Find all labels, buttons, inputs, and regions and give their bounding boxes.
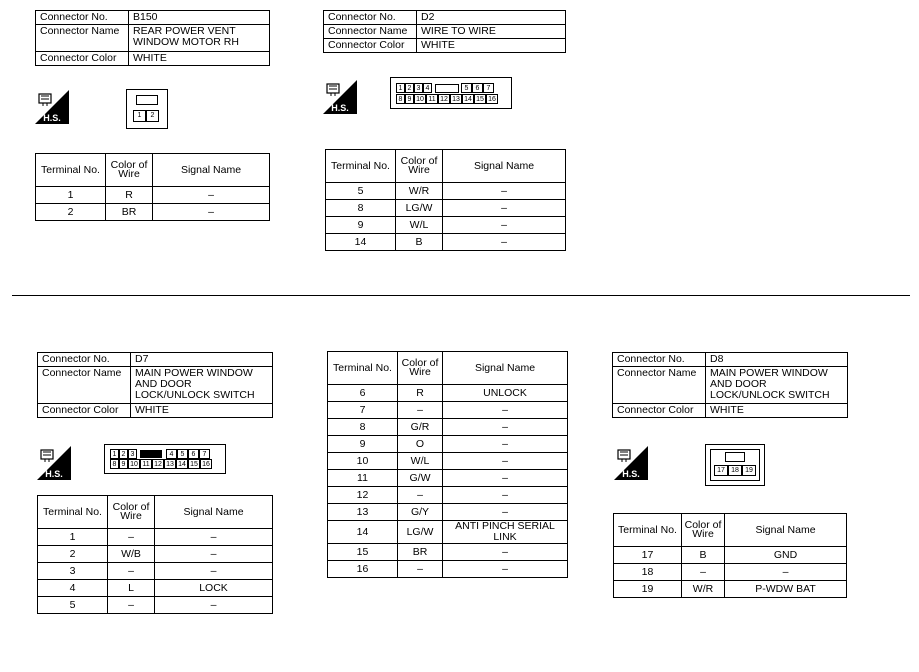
wire-color: – xyxy=(108,529,155,546)
table-row xyxy=(328,385,568,402)
terminal-no: 9 xyxy=(326,217,396,234)
connector-name-value: MAIN POWER WINDOW AND DOOR LOCK/UNLOCK SWITCH xyxy=(131,367,273,404)
signal-name: – xyxy=(443,419,568,436)
pin-label: 3 xyxy=(414,83,423,93)
table-row xyxy=(328,453,568,470)
pin-label: 8 xyxy=(396,94,405,104)
signal-name-header: Signal Name xyxy=(155,496,273,529)
wire-color: LG/W xyxy=(398,521,443,544)
wire-color: – xyxy=(398,402,443,419)
table-row xyxy=(328,436,568,453)
wire-color: BR xyxy=(106,204,153,221)
pin-label: 9 xyxy=(405,94,414,104)
pin-label: 8 xyxy=(110,459,119,469)
table-row xyxy=(328,521,568,544)
terminal-no: 2 xyxy=(38,546,108,563)
table-row xyxy=(614,547,847,564)
pin-label: 16 xyxy=(200,459,212,469)
pin-label: 1 xyxy=(396,83,405,93)
table-row xyxy=(326,234,566,251)
hs-label: H.S. xyxy=(43,113,61,123)
wire-color: BR xyxy=(398,544,443,561)
connector-no-label: Connector No. xyxy=(324,11,417,25)
table-row xyxy=(36,204,270,221)
pin-label: 2 xyxy=(119,449,128,459)
terminal-no: 6 xyxy=(328,385,398,402)
table-row xyxy=(38,546,273,563)
pin-label: 5 xyxy=(461,83,472,93)
wire-color: G/R xyxy=(398,419,443,436)
signal-name: ANTI PINCH SERIAL LINK xyxy=(443,521,568,544)
connector-color-label: Connector Color xyxy=(36,52,129,66)
pin-label: 3 xyxy=(128,449,137,459)
wire-color: W/B xyxy=(108,546,155,563)
pin-label: 13 xyxy=(450,94,462,104)
terminal-no: 8 xyxy=(326,200,396,217)
terminal-no: 7 xyxy=(328,402,398,419)
signal-name: – xyxy=(443,234,566,251)
wire-color: – xyxy=(398,561,443,578)
terminal-no: 15 xyxy=(328,544,398,561)
pin-label: 10 xyxy=(414,94,426,104)
harness-side-icon xyxy=(323,80,357,114)
signal-name: – xyxy=(443,453,568,470)
terminal-no-header: Terminal No. xyxy=(326,150,396,183)
signal-name: – xyxy=(155,597,273,614)
terminal-table-d7 xyxy=(37,495,273,614)
connector-color-value: WHITE xyxy=(129,52,270,66)
connector-color-label: Connector Color xyxy=(38,404,131,418)
hs-label: H.S. xyxy=(331,103,349,113)
terminal-no-header: Terminal No. xyxy=(328,352,398,385)
connector-face-d7 xyxy=(104,444,226,474)
terminal-no: 4 xyxy=(38,580,108,597)
wire-color: – xyxy=(398,487,443,504)
signal-name-header: Signal Name xyxy=(443,150,566,183)
connector-name-value: MAIN POWER WINDOW AND DOOR LOCK/UNLOCK SWITCH xyxy=(706,367,848,404)
table-row xyxy=(38,597,273,614)
pin-label: 14 xyxy=(176,459,188,469)
table-row xyxy=(326,183,566,200)
pin-label: 4 xyxy=(423,83,432,93)
hs-label: H.S. xyxy=(622,469,640,479)
wire-color: LG/W xyxy=(396,200,443,217)
wire-color: R xyxy=(106,187,153,204)
terminal-no: 8 xyxy=(328,419,398,436)
wire-color: G/Y xyxy=(398,504,443,521)
harness-side-icon xyxy=(37,446,71,480)
signal-name: – xyxy=(443,504,568,521)
terminal-no: 12 xyxy=(328,487,398,504)
pin-label: 6 xyxy=(472,83,483,93)
connector-name-label: Connector Name xyxy=(613,367,706,404)
wire-color: W/L xyxy=(398,453,443,470)
table-row xyxy=(328,487,568,504)
connector-color-label: Connector Color xyxy=(613,404,706,418)
hs-label: H.S. xyxy=(45,469,63,479)
connector-color-value: WHITE xyxy=(131,404,273,418)
table-row xyxy=(38,580,273,597)
wire-color-header: Color of Wire xyxy=(108,496,155,529)
terminal-no: 18 xyxy=(614,564,682,581)
signal-name: – xyxy=(443,544,568,561)
pin-label: 1 xyxy=(133,110,146,122)
signal-name: – xyxy=(443,183,566,200)
terminal-no-header: Terminal No. xyxy=(36,154,106,187)
terminal-no: 9 xyxy=(328,436,398,453)
pin-label: 9 xyxy=(119,459,128,469)
wire-color: W/R xyxy=(682,581,725,598)
wire-color: – xyxy=(682,564,725,581)
pin-label: 16 xyxy=(486,94,498,104)
terminal-no: 13 xyxy=(328,504,398,521)
wire-color: W/L xyxy=(396,217,443,234)
pin-label: 10 xyxy=(128,459,140,469)
terminal-no: 17 xyxy=(614,547,682,564)
connector-info-d8 xyxy=(612,352,848,418)
signal-name-header: Signal Name xyxy=(725,514,847,547)
signal-name: UNLOCK xyxy=(443,385,568,402)
table-row xyxy=(614,581,847,598)
pin-label: 12 xyxy=(152,459,164,469)
terminal-no: 5 xyxy=(326,183,396,200)
connector-face-d8 xyxy=(705,444,765,486)
signal-name: – xyxy=(155,546,273,563)
signal-name-header: Signal Name xyxy=(443,352,568,385)
signal-name: – xyxy=(443,217,566,234)
table-row xyxy=(326,200,566,217)
wire-color: L xyxy=(108,580,155,597)
wire-color-header: Color of Wire xyxy=(682,514,725,547)
table-row xyxy=(326,217,566,234)
pin-label: 7 xyxy=(199,449,210,459)
connector-no-value: B150 xyxy=(129,11,270,25)
terminal-no: 1 xyxy=(38,529,108,546)
pin-label: 13 xyxy=(164,459,176,469)
table-row xyxy=(38,529,273,546)
terminal-no: 3 xyxy=(38,563,108,580)
harness-side-icon xyxy=(614,446,648,480)
table-row xyxy=(328,561,568,578)
table-row xyxy=(328,419,568,436)
wire-color: B xyxy=(682,547,725,564)
signal-name: P-WDW BAT xyxy=(725,581,847,598)
terminal-no: 14 xyxy=(328,521,398,544)
pin-label: 11 xyxy=(140,459,152,469)
terminal-table-d8 xyxy=(613,513,847,598)
pin-label: 7 xyxy=(483,83,494,93)
key-slot xyxy=(140,450,162,458)
terminal-no: 1 xyxy=(36,187,106,204)
pin-label: 5 xyxy=(177,449,188,459)
connector-no-value: D2 xyxy=(417,11,566,25)
signal-name: – xyxy=(443,487,568,504)
terminal-no: 19 xyxy=(614,581,682,598)
wire-color: B xyxy=(396,234,443,251)
pin-label: 4 xyxy=(166,449,177,459)
table-row xyxy=(328,470,568,487)
wire-color-header: Color of Wire xyxy=(396,150,443,183)
connector-name-value: REAR POWER VENT WINDOW MOTOR RH xyxy=(129,25,270,52)
terminal-no: 2 xyxy=(36,204,106,221)
pin-label: 11 xyxy=(426,94,438,104)
terminal-table-d7-continued xyxy=(327,351,568,578)
wire-color-header: Color of Wire xyxy=(106,154,153,187)
table-row xyxy=(328,402,568,419)
terminal-no: 14 xyxy=(326,234,396,251)
connector-name-value: WIRE TO WIRE xyxy=(417,25,566,39)
signal-name: – xyxy=(155,529,273,546)
terminal-no-header: Terminal No. xyxy=(614,514,682,547)
connector-no-label: Connector No. xyxy=(613,353,706,367)
wire-color: R xyxy=(398,385,443,402)
signal-name: – xyxy=(153,187,270,204)
connector-color-value: WHITE xyxy=(417,39,566,53)
connector-no-value: D7 xyxy=(131,353,273,367)
terminal-no: 5 xyxy=(38,597,108,614)
connector-face-d2 xyxy=(390,77,512,109)
table-row xyxy=(614,564,847,581)
pin-label: 18 xyxy=(728,465,742,476)
pin-label: 1 xyxy=(110,449,119,459)
connector-face-b150 xyxy=(126,89,168,129)
signal-name: – xyxy=(155,563,273,580)
signal-name: – xyxy=(725,564,847,581)
wire-color: – xyxy=(108,597,155,614)
pin-label: 2 xyxy=(146,110,159,122)
wire-color: – xyxy=(108,563,155,580)
connector-name-label: Connector Name xyxy=(38,367,131,404)
pin-label: 6 xyxy=(188,449,199,459)
connector-info-d7 xyxy=(37,352,273,418)
wire-color-header: Color of Wire xyxy=(398,352,443,385)
terminal-no: 16 xyxy=(328,561,398,578)
table-row xyxy=(328,504,568,521)
table-row xyxy=(38,563,273,580)
terminal-table-b150 xyxy=(35,153,270,221)
signal-name: – xyxy=(443,470,568,487)
signal-name: – xyxy=(443,200,566,217)
pin-label: 15 xyxy=(474,94,486,104)
signal-name: – xyxy=(153,204,270,221)
pin-label: 2 xyxy=(405,83,414,93)
section-divider xyxy=(12,295,910,296)
signal-name: GND xyxy=(725,547,847,564)
pin-label: 14 xyxy=(462,94,474,104)
connector-no-label: Connector No. xyxy=(38,353,131,367)
wire-color: G/W xyxy=(398,470,443,487)
pin-label: 17 xyxy=(714,465,728,476)
signal-name: – xyxy=(443,436,568,453)
connector-no-value: D8 xyxy=(706,353,848,367)
connector-info-d2 xyxy=(323,10,566,53)
harness-side-icon xyxy=(35,90,69,124)
terminal-no: 11 xyxy=(328,470,398,487)
wire-color: O xyxy=(398,436,443,453)
signal-name: – xyxy=(443,561,568,578)
connector-color-label: Connector Color xyxy=(324,39,417,53)
table-row xyxy=(328,544,568,561)
connector-no-label: Connector No. xyxy=(36,11,129,25)
connector-color-value: WHITE xyxy=(706,404,848,418)
table-row xyxy=(36,187,270,204)
pin-label: 15 xyxy=(188,459,200,469)
wire-color: W/R xyxy=(396,183,443,200)
signal-name-header: Signal Name xyxy=(153,154,270,187)
pin-label: 12 xyxy=(438,94,450,104)
connector-name-label: Connector Name xyxy=(324,25,417,39)
terminal-table-d2 xyxy=(325,149,566,251)
terminal-no-header: Terminal No. xyxy=(38,496,108,529)
pin-label: 19 xyxy=(742,465,756,476)
connector-name-label: Connector Name xyxy=(36,25,129,52)
signal-name: – xyxy=(443,402,568,419)
signal-name: LOCK xyxy=(155,580,273,597)
key-slot xyxy=(435,84,459,93)
connector-info-b150 xyxy=(35,10,270,66)
terminal-no: 10 xyxy=(328,453,398,470)
